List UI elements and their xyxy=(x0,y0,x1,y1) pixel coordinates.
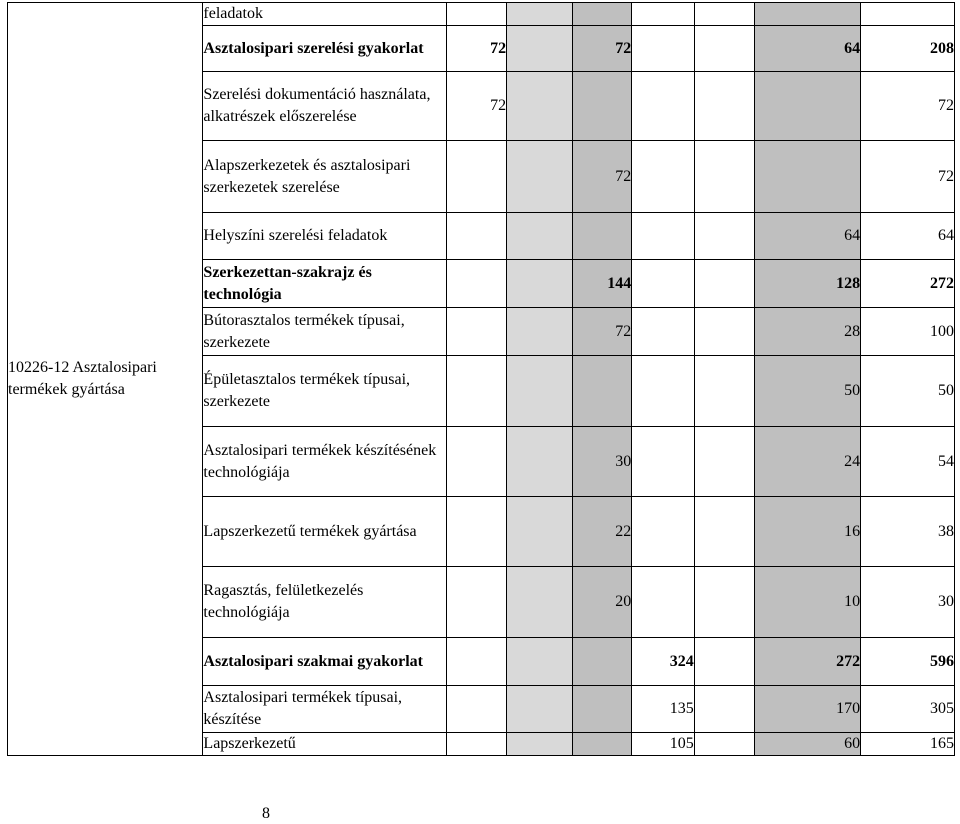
hours-cell xyxy=(632,497,695,567)
hours-cell xyxy=(446,497,506,567)
hours-cell xyxy=(573,72,632,141)
hours-cell: 72 xyxy=(446,72,506,141)
hours-cell: 272 xyxy=(755,638,861,686)
hours-cell: 50 xyxy=(755,356,861,427)
hours-cell: 20 xyxy=(573,567,632,638)
hours-cell xyxy=(694,356,754,427)
subject-name: Szerkezettan-szakrajz és technológia xyxy=(203,260,446,308)
hours-cell: 72 xyxy=(573,141,632,213)
hours-cell xyxy=(507,26,573,72)
hours-cell: 135 xyxy=(632,686,695,733)
hours-cell xyxy=(632,260,695,308)
hours-cell xyxy=(694,733,754,756)
hours-cell xyxy=(446,567,506,638)
hours-cell xyxy=(632,72,695,141)
hours-cell: 72 xyxy=(573,308,632,356)
hours-cell xyxy=(632,26,695,72)
total-hours-cell: 38 xyxy=(861,497,955,567)
hours-cell: 170 xyxy=(755,686,861,733)
hours-cell xyxy=(446,638,506,686)
hours-cell xyxy=(573,733,632,756)
hours-cell xyxy=(507,141,573,213)
hours-cell xyxy=(507,356,573,427)
hours-cell xyxy=(632,308,695,356)
hours-cell: 324 xyxy=(632,638,695,686)
total-hours-cell xyxy=(861,3,955,26)
total-hours-cell: 208 xyxy=(861,26,955,72)
total-hours-cell: 305 xyxy=(861,686,955,733)
hours-cell xyxy=(507,638,573,686)
hours-cell xyxy=(573,356,632,427)
hours-cell: 28 xyxy=(755,308,861,356)
hours-cell xyxy=(694,141,754,213)
subject-name: feladatok xyxy=(203,3,446,26)
total-hours-cell: 64 xyxy=(861,213,955,260)
hours-cell xyxy=(573,686,632,733)
hours-cell xyxy=(694,72,754,141)
total-hours-cell: 72 xyxy=(861,141,955,213)
hours-cell xyxy=(446,356,506,427)
subject-name: Asztalosipari szakmai gyakorlat xyxy=(203,638,446,686)
hours-cell xyxy=(507,733,573,756)
hours-cell xyxy=(694,3,754,26)
module-cell xyxy=(8,3,203,756)
total-hours-cell: 54 xyxy=(861,427,955,497)
hours-cell xyxy=(507,427,573,497)
subject-name: Épületasztalos termékek típusai, szerkezete xyxy=(203,356,446,427)
hours-cell xyxy=(507,567,573,638)
hours-cell: 64 xyxy=(755,26,861,72)
curriculum-table xyxy=(7,2,955,756)
hours-cell xyxy=(694,638,754,686)
hours-cell xyxy=(694,497,754,567)
total-hours-cell: 165 xyxy=(861,733,955,756)
hours-cell xyxy=(507,497,573,567)
total-hours-cell: 50 xyxy=(861,356,955,427)
hours-cell xyxy=(632,213,695,260)
hours-cell xyxy=(632,3,695,26)
hours-cell: 72 xyxy=(446,26,506,72)
hours-cell: 144 xyxy=(573,260,632,308)
table-row xyxy=(8,3,955,26)
subject-name: Ragasztás, felületkezelés technológiája xyxy=(203,567,446,638)
hours-cell xyxy=(446,733,506,756)
total-hours-cell: 272 xyxy=(861,260,955,308)
hours-cell xyxy=(694,213,754,260)
total-hours-cell: 596 xyxy=(861,638,955,686)
page-number: 8 xyxy=(262,805,270,822)
subject-name: Szerelési dokumentáció használata, alkatrészek előszerelése xyxy=(203,72,446,141)
hours-cell xyxy=(446,308,506,356)
hours-cell xyxy=(694,26,754,72)
hours-cell xyxy=(446,260,506,308)
total-hours-cell: 30 xyxy=(861,567,955,638)
hours-cell xyxy=(632,141,695,213)
subject-name: Bútorasztalos termékek típusai, szerkezete xyxy=(203,308,446,356)
hours-cell xyxy=(573,638,632,686)
hours-cell: 72 xyxy=(573,26,632,72)
hours-cell: 22 xyxy=(573,497,632,567)
hours-cell xyxy=(694,308,754,356)
hours-cell xyxy=(446,213,506,260)
hours-cell: 16 xyxy=(755,497,861,567)
hours-cell xyxy=(755,3,861,26)
hours-cell xyxy=(694,686,754,733)
hours-cell xyxy=(573,213,632,260)
hours-cell xyxy=(755,72,861,141)
subject-name: Lapszerkezetű xyxy=(203,733,446,756)
subject-name: Asztalosipari szerelési gyakorlat xyxy=(203,26,446,72)
hours-cell xyxy=(507,308,573,356)
hours-cell: 105 xyxy=(632,733,695,756)
hours-cell xyxy=(694,567,754,638)
hours-cell: 60 xyxy=(755,733,861,756)
hours-cell xyxy=(694,260,754,308)
hours-cell xyxy=(446,141,506,213)
hours-cell xyxy=(507,213,573,260)
total-hours-cell: 100 xyxy=(861,308,955,356)
hours-cell: 64 xyxy=(755,213,861,260)
hours-cell xyxy=(507,72,573,141)
hours-cell: 128 xyxy=(755,260,861,308)
subject-name: Asztalosipari termékek típusai, készítése xyxy=(203,686,446,733)
hours-cell: 30 xyxy=(573,427,632,497)
hours-cell xyxy=(446,3,506,26)
hours-cell xyxy=(632,567,695,638)
hours-cell xyxy=(507,260,573,308)
hours-cell xyxy=(755,141,861,213)
subject-name: Lapszerkezetű termékek gyártása xyxy=(203,497,446,567)
hours-cell: 24 xyxy=(755,427,861,497)
module-title: 10226-12 Asztalosipari termékek gyártása xyxy=(8,359,157,398)
hours-cell: 10 xyxy=(755,567,861,638)
total-hours-cell: 72 xyxy=(861,72,955,141)
hours-cell xyxy=(573,3,632,26)
hours-cell xyxy=(632,427,695,497)
subject-name: Helyszíni szerelési feladatok xyxy=(203,213,446,260)
hours-cell xyxy=(446,427,506,497)
hours-cell xyxy=(507,686,573,733)
hours-cell xyxy=(694,427,754,497)
hours-cell xyxy=(632,356,695,427)
hours-cell xyxy=(446,686,506,733)
subject-name: Alapszerkezetek és asztalosipari szerkezetek szerelése xyxy=(203,141,446,213)
subject-name: Asztalosipari termékek készítésének technológiája xyxy=(203,427,446,497)
hours-cell xyxy=(507,3,573,26)
